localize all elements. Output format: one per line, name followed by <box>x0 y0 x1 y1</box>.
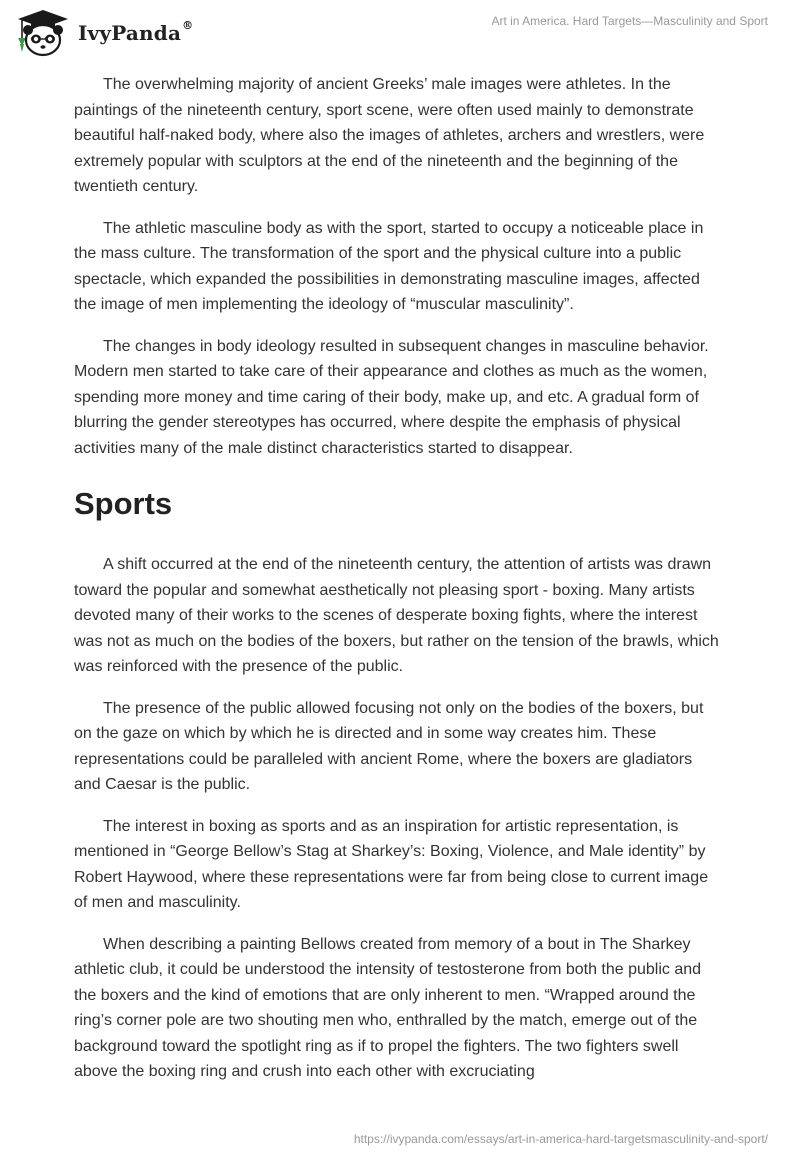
page-header <box>0 0 800 60</box>
registered-mark: ® <box>182 19 194 32</box>
paragraph: A shift occurred at the end of the nineteenth century, the attention of artists was drawn toward the popular and somewhat aesthetically not pleasing sport - boxing. Many artists devoted many of their works to the scenes of desperate boxing fights, where the interest was not as much on the bodies of the boxers, but rather on the tension of the brawls, which was reinforced with the presence of the public. <box>74 556 719 675</box>
paragraph: The interest in boxing as sports and as an inspiration for artistic representation, is mentioned in “George Bellow’s Stag at Sharkey’s: Boxing, Violence, and Male identity” by Robert Haywood, where these representations were far from being close to current image of men and masculinity. <box>74 817 709 911</box>
panda-graduate-icon <box>14 8 72 58</box>
paragraph: The changes in body ideology resulted in subsequent changes in masculine behavior. Modern men started to take care of their appearance and clothes as much as the women, spending more money and time caring of their body, make up, and etc. A gradual form of blurring the gender stereotypes has occurred, where despite the emphasis of physical activities many of the male distinct characteristics started to disappear. <box>74 337 709 457</box>
brand-name: IvyPanda <box>78 21 182 45</box>
source-url[interactable]: https://ivypanda.com/essays/art-in-america-hard-targetsmasculinity-and-sport/ <box>353 1132 768 1146</box>
section-heading: Sports <box>74 486 173 521</box>
ivypanda-logo[interactable] <box>14 8 193 58</box>
document-title: Art in America. Hard Targets—Masculinity and Sport <box>491 14 768 28</box>
paragraph: The overwhelming majority of ancient Greeks’ male images were athletes. In the paintings of the nineteenth century, sport scene, were often used mainly to demonstrate beautiful half-naked body, where also the images of athletes, archers and wrestlers, were extremely popular with sculptors at the end of the nineteenth and the beginning of the twentieth century. <box>74 76 705 195</box>
paragraph: The presence of the public allowed focusing not only on the bodies of the boxers, but on the gaze on which by which he is directed and in some way creates him. These representations could be paralleled with ancient Rome, where the boxers are gladiators and Caesar is the public. <box>74 699 704 793</box>
paragraph: The athletic masculine body as with the sport, started to occupy a noticeable place in the mass culture. The transformation of the sport and the physical culture into a public spectacle, which expanded the possibilities in demonstrating masculine images, affected the image of men implementing the ideology of “muscular masculinity”. <box>74 219 704 313</box>
paragraph: When describing a painting Bellows created from memory of a bout in The Sharkey athletic club, it could be understood the intensity of testosterone from both the public and the boxers and the kind of emotions that are only inherent to men. “Wrapped around the ring’s corner pole are two shouting men who, enthralled by the match, emerge out of the background toward the spotlight ring as if to propel the fighters. The two fighters swell above the boxing ring and crush into each other with excruciating <box>74 935 702 1080</box>
essay-body <box>74 72 722 1101</box>
